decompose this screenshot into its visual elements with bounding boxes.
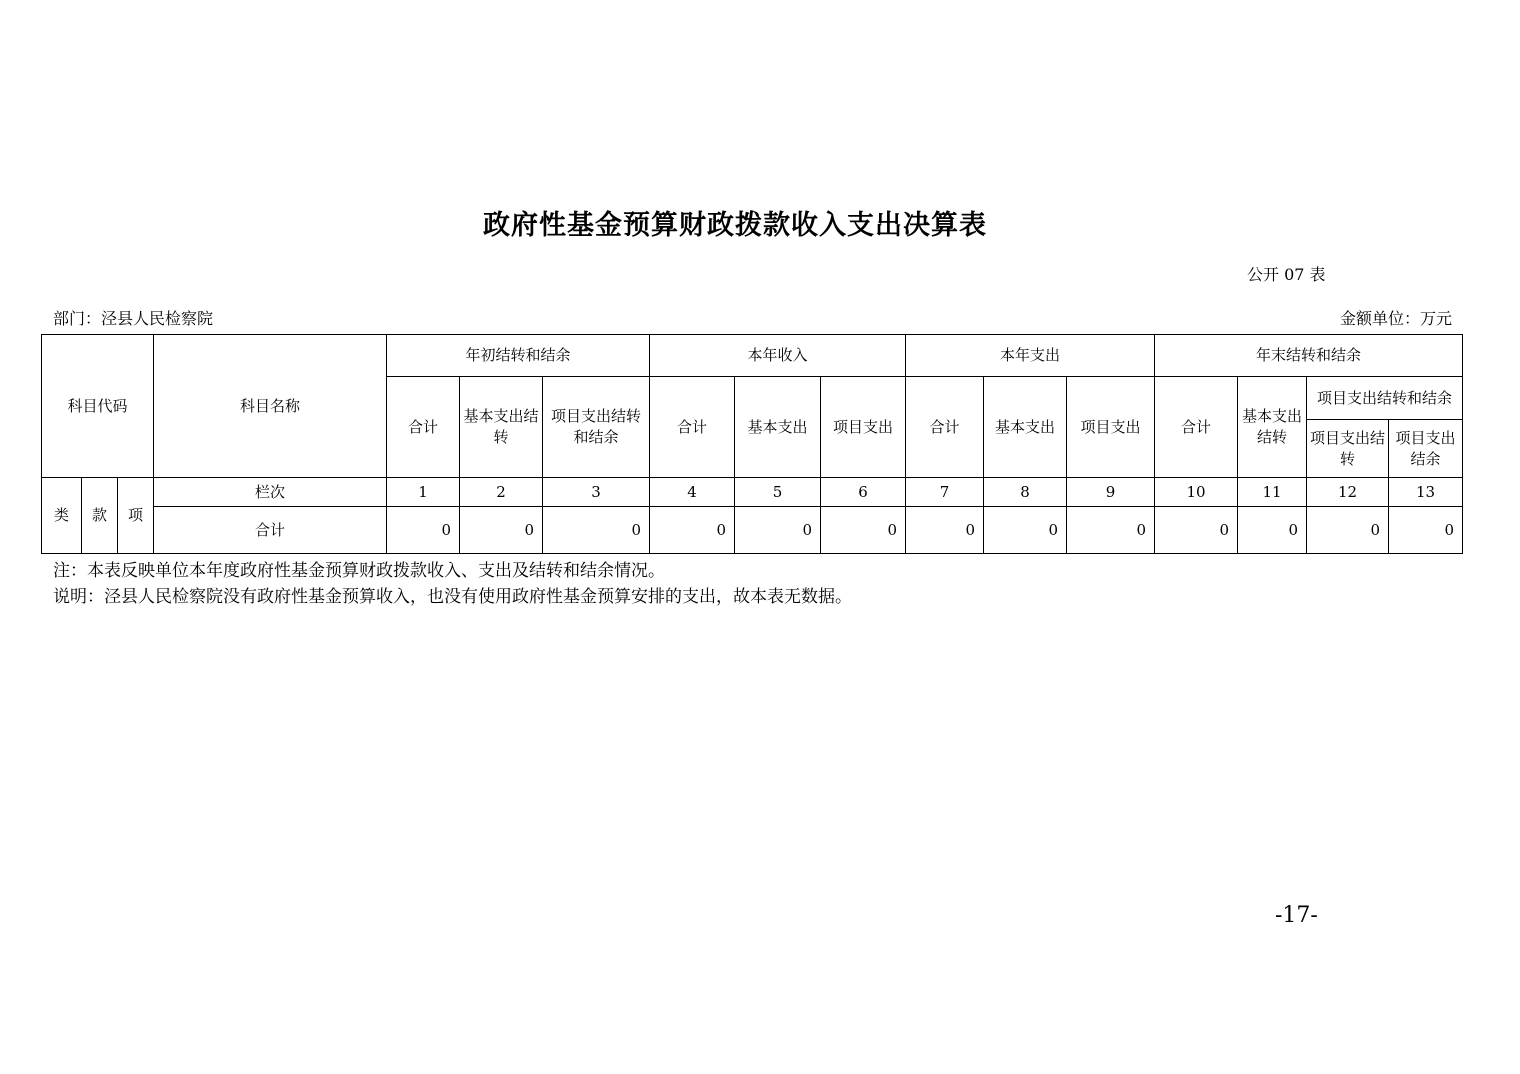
subject-code-header: 科目代码 [42,335,154,478]
header-start-total: 合计 [387,377,460,478]
header-expense-project: 项目支出 [1067,377,1155,478]
table-row [42,478,1463,507]
column-number: 8 [984,478,1067,507]
total-value: 0 [387,507,460,554]
group-header-start-balance: 年初结转和结余 [387,335,650,377]
department-label: 部门：泾县人民检察院 [53,309,214,328]
column-number: 9 [1067,478,1155,507]
header-start-project: 项目支出结转和结余 [543,377,650,478]
header-income-total: 合计 [650,377,735,478]
header-start-basic-carry: 基本支出结转 [460,377,543,478]
budget-table [41,334,1463,554]
header-end-project-balance: 项目支出结余 [1389,420,1463,478]
table-row [42,507,1463,554]
table-note: 注：本表反映单位本年度政府性基金预算财政拨款收入、支出及结转和结余情况。 [53,561,665,581]
header-end-basic-carry: 基本支出结转 [1238,377,1307,478]
page-number: -17- [1275,903,1318,928]
column-number: 2 [460,478,543,507]
table-explanation: 说明：泾县人民检察院没有政府性基金预算收入，也没有使用政府性基金预算安排的支出，故本表无数据。 [53,587,852,607]
column-number: 7 [906,478,984,507]
header-end-project-group: 项目支出结转和结余 [1307,377,1463,420]
amount-unit-label: 金额单位：万元 [1339,309,1452,328]
group-header-end-balance: 年末结转和结余 [1155,335,1463,377]
subject-name-header: 科目名称 [154,335,387,478]
column-number: 11 [1238,478,1307,507]
total-value: 0 [906,507,984,554]
total-value: 0 [735,507,821,554]
header-section: 款 [82,478,118,554]
total-value: 0 [650,507,735,554]
column-number: 10 [1155,478,1238,507]
total-value: 0 [1389,507,1463,554]
column-number: 4 [650,478,735,507]
header-expense-basic: 基本支出 [984,377,1067,478]
column-number: 6 [821,478,906,507]
column-number: 12 [1307,478,1389,507]
header-end-project-carry: 项目支出结转 [1307,420,1389,478]
column-number: 13 [1389,478,1463,507]
header-income-basic: 基本支出 [735,377,821,478]
header-end-total: 合计 [1155,377,1238,478]
total-value: 0 [821,507,906,554]
header-item: 项 [118,478,154,554]
page-title: 政府性基金预算财政拨款收入支出决算表 [483,210,987,241]
column-number: 3 [543,478,650,507]
header-income-project: 项目支出 [821,377,906,478]
total-value: 0 [1238,507,1307,554]
total-value: 0 [1155,507,1238,554]
group-header-income: 本年收入 [650,335,906,377]
total-value: 0 [1307,507,1389,554]
column-number: 5 [735,478,821,507]
header-category: 类 [42,478,82,554]
total-row-label: 合计 [154,507,387,554]
total-value: 0 [984,507,1067,554]
group-header-expense: 本年支出 [906,335,1155,377]
total-value: 0 [1067,507,1155,554]
total-value: 0 [460,507,543,554]
form-number: 公开 07 表 [1247,265,1326,284]
column-number: 1 [387,478,460,507]
total-value: 0 [543,507,650,554]
row-column-label: 栏次 [154,478,387,507]
header-expense-total: 合计 [906,377,984,478]
